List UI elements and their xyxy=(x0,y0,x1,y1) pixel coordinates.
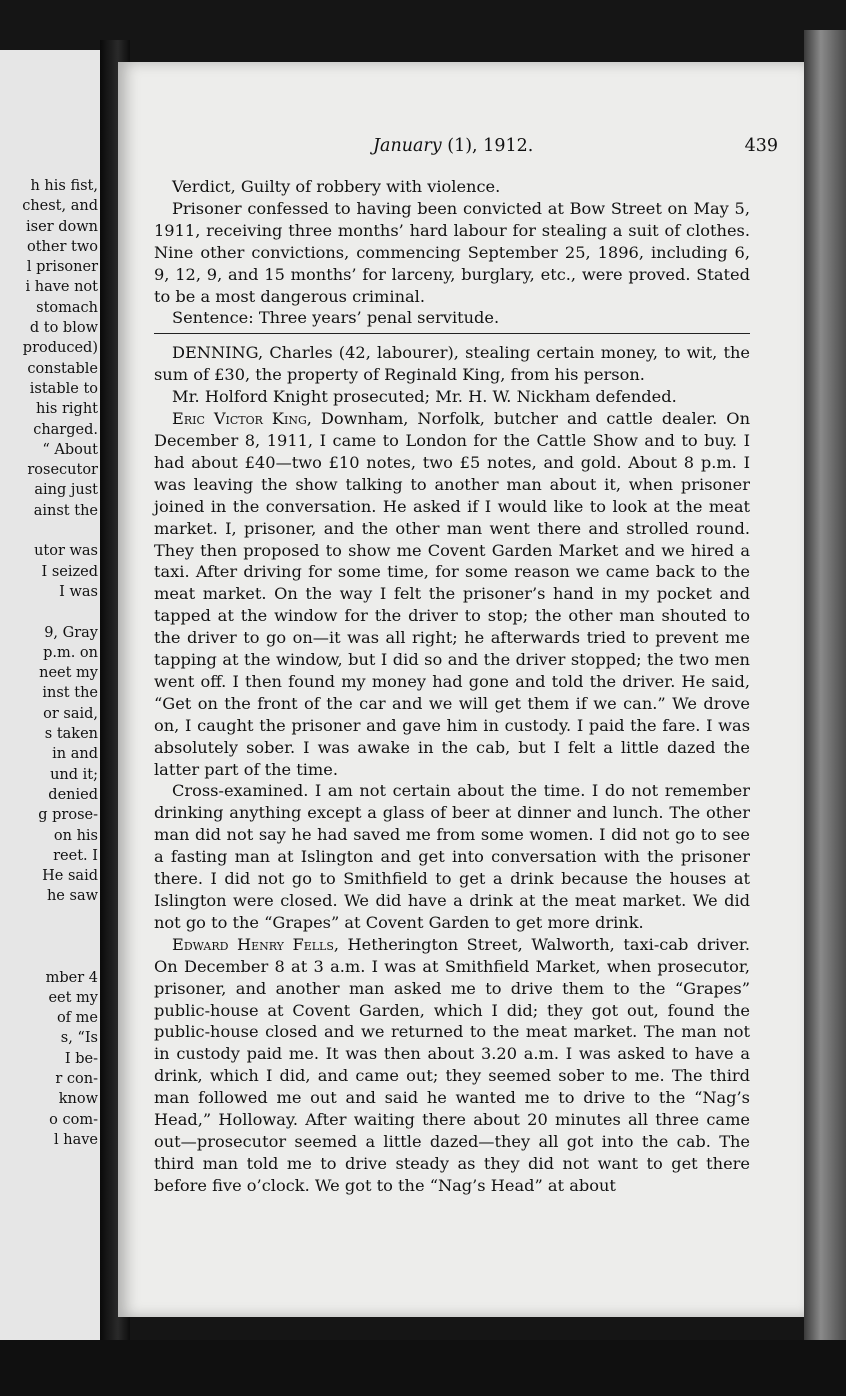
facing-page-line: i have not xyxy=(25,279,98,296)
facing-page-line: eet my xyxy=(48,989,98,1006)
facing-page-line: l have xyxy=(53,1131,98,1148)
facing-page-line: stomach xyxy=(36,299,98,316)
facing-page-line: charged. xyxy=(33,421,98,438)
facing-page-line xyxy=(22,927,98,947)
page-number: 439 xyxy=(744,136,778,156)
charge-text: Charles (42, labourer), stealing certain money, to wit, the sum of £30, the property of Reginald King, from his person. xyxy=(154,343,750,385)
facing-page-line: I be- xyxy=(64,1050,98,1067)
facing-page-line: s taken xyxy=(44,726,98,743)
facing-page-line: d to blow xyxy=(29,320,98,337)
facing-page-line: constable xyxy=(27,360,98,377)
facing-page-line: chest, and xyxy=(22,198,98,215)
witness-1-name: Eric Victor King, xyxy=(172,409,312,429)
facing-page-text xyxy=(22,176,98,1150)
facing-page-line: aing just xyxy=(34,482,98,499)
facing-page-line xyxy=(22,521,98,541)
witness-2-testimony: Hetherington Street, Walworth, taxi-cab driver. On December 8 at 3 a.m. I was at Smithfield Market, when prosecutor, prisoner, and another man asked me to drive them to the “Grapes” public-house at Covent Garden, which I did; they got out, found the public-house closed and we returned to the meat market. The man not in custody paid me. It was then about 3.20 a.m. I was asked to have a drink, which I did, and came out; they seemed sober to me. The third man followed me out and said he wanted me to drive to the “Nag’s Head,” Holloway. After waiting there about 20 minutes all three came out—prosecutor seemed a little dazed—they all got into the cab. The third man told me to drive steady as they did not want to get there before five o’clock. We got to the “Nag’s Head” at about xyxy=(154,934,750,1195)
facing-page-line: or said, xyxy=(43,705,98,722)
confession-paragraph: Prisoner confessed to having been convicted at Bow Street on May 5, 1911, receiving three months’ hard labour for stealing a suit of clothes. Nine other convictions, commencing September 25, 1896, including 6, 9, 12, 9, and 15 months’ for larceny, burglary, etc., were proved. Stated to be a most dangerous criminal. xyxy=(154,198,750,306)
facing-page-line: r con- xyxy=(55,1071,98,1088)
facing-page-line: produced) xyxy=(22,340,98,357)
defendant-name: DENNING, xyxy=(172,343,264,363)
facing-page-line: reet. I xyxy=(53,847,98,864)
witness-2-paragraph xyxy=(154,934,750,1197)
facing-page-line: on his xyxy=(53,827,98,844)
facing-page-line: rosecutor xyxy=(27,462,98,479)
facing-page-line: know xyxy=(58,1091,98,1108)
facing-page-line: o com- xyxy=(49,1111,98,1128)
facing-page-line: 9, Gray xyxy=(44,624,98,641)
case-divider xyxy=(154,333,750,334)
witness-1-testimony: Downham, Norfolk, butcher and cattle dealer. On December 8, 1911, I came to London for the Cattle Show and to buy. I had about £40—two £10 notes, two £5 notes, and gold. About 8 p.m. I was leaving the show talking to another man about it, when prisoner joined in the conversation. He asked if I would like to look at the meat market. I, prisoner, and the other man went there and strolled round. They then proposed to show me Covent Garden Market and we hired a taxi. After driving for some time, for some reason we came back to the meat market. On the way I felt the prisoner’s hand in my pocket and tapped at the window for the driver to stop; the other man shouted to the driver to go on—it was all right; he afterwards tried to prevent me tapping at the window, but I did so and the driver stopped; the two men went off. I then found my money had gone and told the driver. He said, “Get on the front of the car and we will get them if we can.” We drove on, I caught the prisoner and gave him in custody. I paid the fare. I was absolutely sober. I was awake in the cab, but I felt a little dazed the latter part of the time. xyxy=(154,409,750,779)
page-edge xyxy=(804,30,846,1370)
facing-page-line: l prisoner xyxy=(26,259,98,276)
facing-page-line xyxy=(22,947,98,967)
facing-page-line: iser down xyxy=(26,218,98,235)
facing-page-line: He said xyxy=(42,868,98,885)
running-header xyxy=(158,136,778,160)
counsel-paragraph: Mr. Holford Knight prosecuted; Mr. H. W. Nickham defended. xyxy=(172,387,677,407)
witness-2-name: Edward Henry Fells, xyxy=(172,934,340,954)
facing-page-line: his right xyxy=(35,401,98,418)
facing-page-line: mber 4 xyxy=(45,969,98,986)
witness-1-paragraph xyxy=(154,408,750,780)
facing-page-line: neet my xyxy=(39,665,98,682)
facing-page-line: I was xyxy=(59,583,98,600)
facing-page-line: of me xyxy=(56,1010,98,1027)
facing-page-line: istable to xyxy=(29,380,98,397)
facing-page-line: in and xyxy=(52,746,98,763)
facing-page-line: I seized xyxy=(41,563,98,580)
facing-page-line: he saw xyxy=(46,888,98,905)
cross-examination-paragraph: Cross-examined. I am not certain about the time. I do not remember drinking anything except a glass of beer at dinner and lunch. The other man did not say he had saved me from some women. I did not go to see a fasting man at Islington and get into conversation with the prisoner there. I did not go to Smithfield to get a drink because the houses at Islington were closed. We did have a drink at the meat market. We did not go to the “Grapes” at Covent Garden to get more drink. xyxy=(154,781,750,932)
case-heading xyxy=(154,342,750,386)
facing-page-line xyxy=(22,907,98,927)
facing-page-line: ainst the xyxy=(33,502,98,519)
header-date: January (1), 1912. xyxy=(373,136,534,156)
facing-page-line: p.m. on xyxy=(43,644,98,661)
facing-page-line: other two xyxy=(27,238,98,255)
facing-page-line: s, “Is xyxy=(60,1030,98,1047)
book-page xyxy=(118,62,804,1317)
facing-page-line: denied xyxy=(48,786,98,803)
facing-page-line: “ About xyxy=(42,441,98,458)
facing-page xyxy=(0,50,106,1355)
facing-page-line: und it; xyxy=(50,766,98,783)
facing-page-line: inst the xyxy=(42,685,98,702)
facing-page-line: utor was xyxy=(34,543,98,560)
facing-page-line xyxy=(22,602,98,622)
facing-page-line: g prose- xyxy=(38,807,98,824)
verdict-paragraph: Verdict, Guilty of robbery with violence. xyxy=(172,177,501,196)
sentence-paragraph: Sentence: Three years’ penal servitude. xyxy=(172,308,500,328)
page-body xyxy=(154,176,750,1197)
facing-page-line: h his fist, xyxy=(30,178,98,194)
scan-border xyxy=(0,1340,846,1396)
